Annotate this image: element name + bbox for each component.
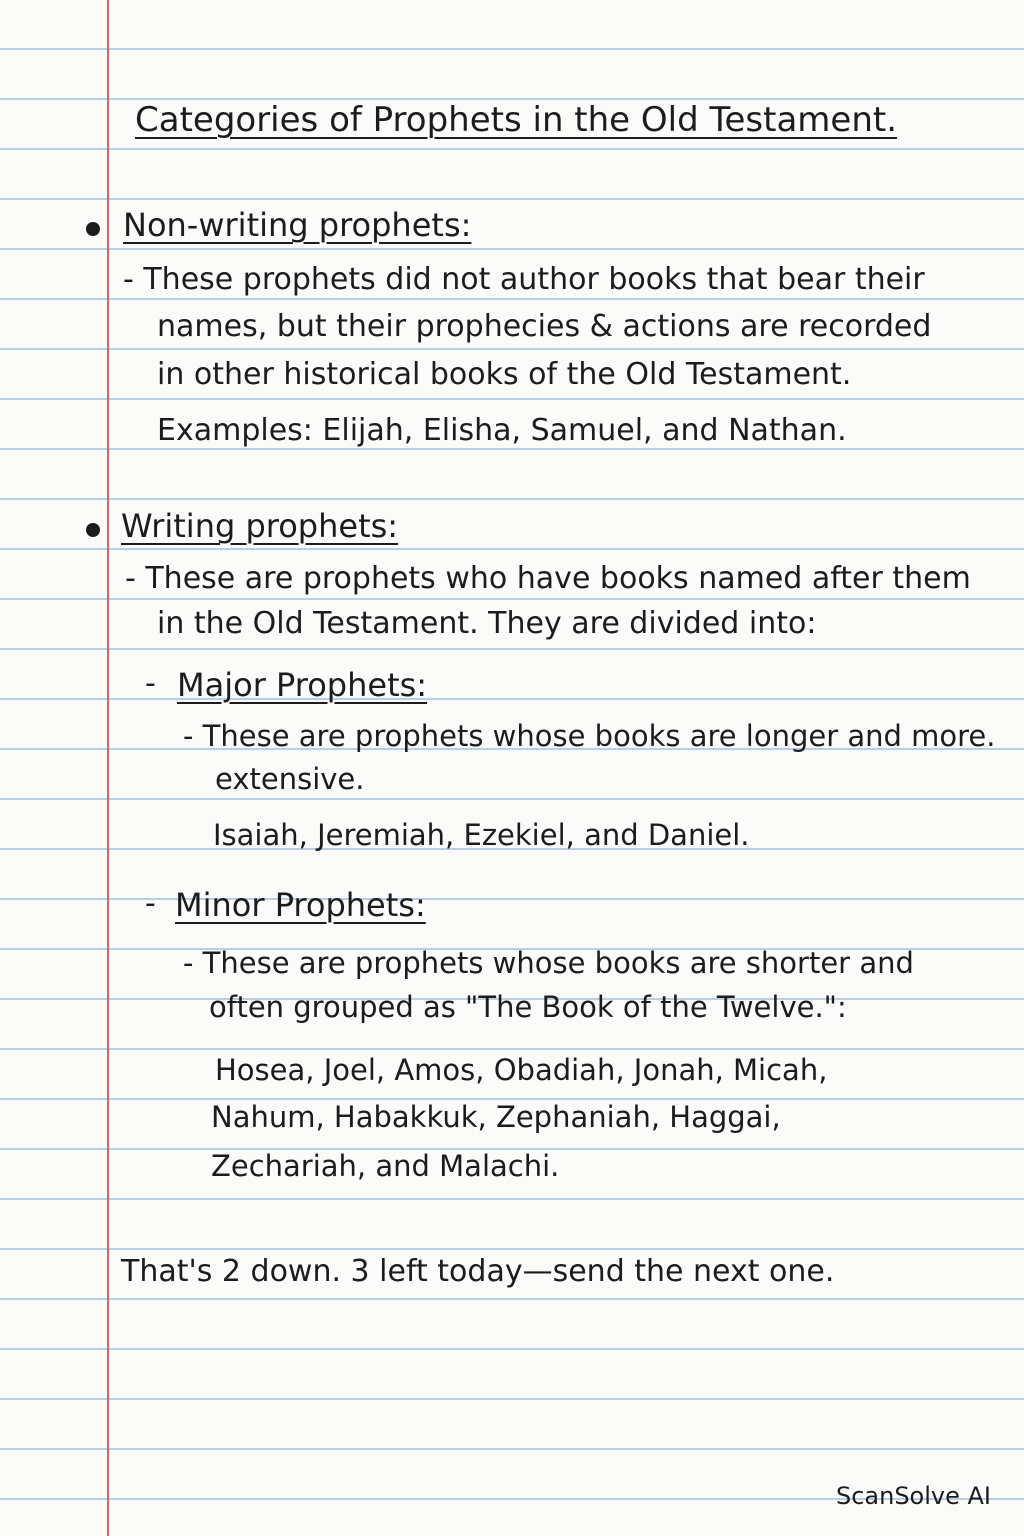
examples-line: Examples: Elijah, Elisha, Samuel, and Nathan. (157, 413, 847, 448)
bullet-icon (86, 523, 100, 537)
examples-line: Zechariah, and Malachi. (211, 1149, 560, 1183)
body-line: often grouped as "The Book of the Twelve.": (209, 990, 847, 1024)
margin-line (107, 0, 109, 1536)
dash-mark: - (145, 886, 156, 921)
body-line: - These are prophets whose books are shorter and (183, 946, 914, 980)
brand-label: ScanSolve AI (835, 1482, 991, 1510)
page-title: Categories of Prophets in the Old Testament. (135, 100, 898, 140)
bullet-icon (86, 222, 100, 236)
examples-line: Isaiah, Jeremiah, Ezekiel, and Daniel. (213, 818, 750, 852)
body-line: extensive. (215, 762, 365, 796)
examples-line: Nahum, Habakkuk, Zephaniah, Haggai, (211, 1100, 781, 1134)
examples-line: Hosea, Joel, Amos, Obadiah, Jonah, Micah, (215, 1053, 828, 1087)
body-line: names, but their prophecies & actions are recorded (157, 309, 932, 344)
body-line: - These are prophets whose books are longer and more. (183, 719, 996, 753)
body-line: in the Old Testament. They are divided into: (157, 606, 817, 641)
footer-note: That's 2 down. 3 left today—send the next one. (121, 1254, 835, 1289)
section-heading-non-writing: Non-writing prophets: (123, 206, 472, 244)
body-line: in other historical books of the Old Testament. (157, 357, 852, 392)
body-line: - These prophets did not author books that bear their (123, 262, 925, 297)
section-heading-writing: Writing prophets: (121, 507, 399, 545)
subsection-heading-minor: Minor Prophets: (175, 886, 426, 924)
body-line: - These are prophets who have books named after them (125, 561, 971, 596)
subsection-heading-major: Major Prophets: (177, 666, 428, 704)
dash-mark: - (145, 666, 156, 701)
